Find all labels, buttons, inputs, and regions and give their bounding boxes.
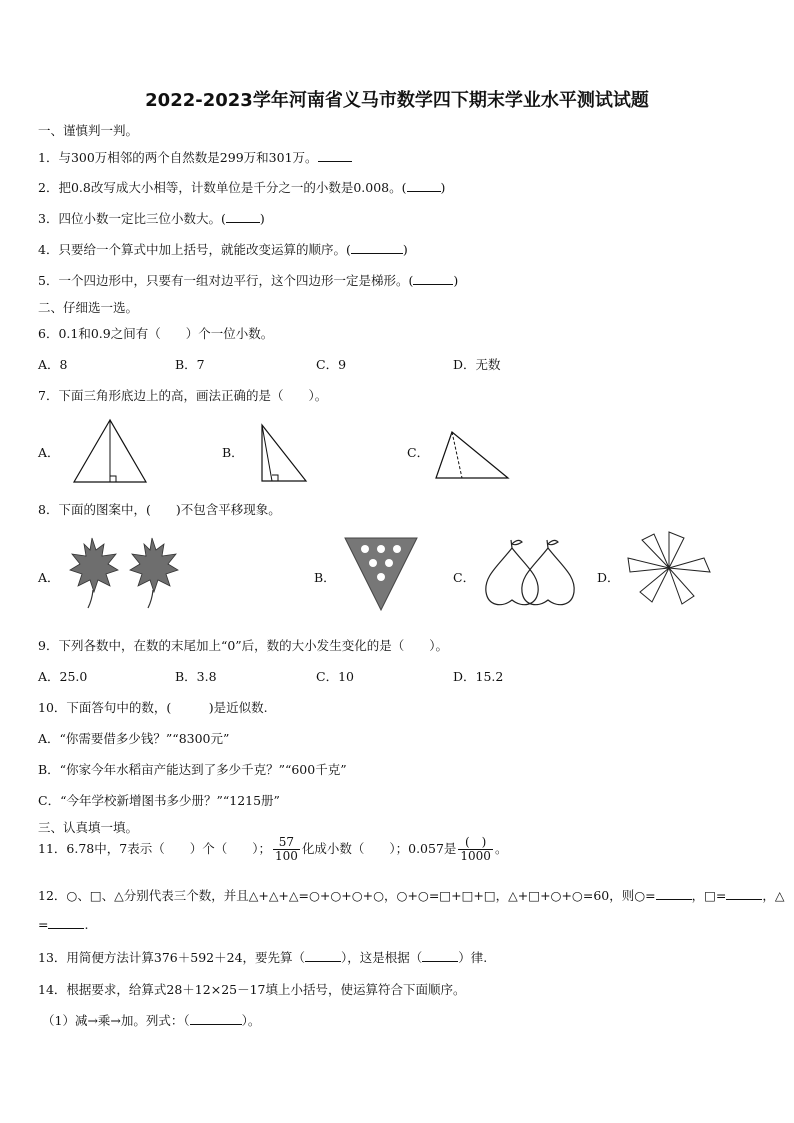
question-12-continued: = . (38, 917, 89, 932)
q9-option-b[interactable]: B．3.8 (175, 669, 217, 684)
question-10: 10．下面答句中的数，( )是近似数. (38, 700, 268, 715)
maple-leaves-figure (62, 534, 182, 610)
triangle-figure-a (72, 418, 148, 484)
q8-option-c[interactable]: C． (453, 570, 476, 585)
triangle-figure-c (434, 430, 510, 480)
q7-option-a[interactable]: A． (38, 445, 60, 460)
q6-option-d[interactable]: D．无数 (453, 357, 501, 372)
answer-blank[interactable] (656, 887, 692, 900)
section-heading-2: 二、仔细选一选。 (38, 300, 139, 315)
q10-option-a[interactable]: A．“你需要借多少钱？”“8300元” (38, 731, 230, 746)
q6-option-a[interactable]: A．8 (38, 357, 68, 372)
question-14: 14．根据要求，给算式28＋12×25－17填上小括号，使运算符合下面顺序。 (38, 982, 466, 997)
question-5: 5．一个四边形中，只要有一组对边平行，这个四边形一定是梯形。( ) (38, 273, 459, 288)
answer-blank[interactable] (413, 272, 453, 285)
answer-blank[interactable] (422, 949, 458, 962)
fraction-57-100: $\frac{57}{100}$ (274, 835, 298, 864)
question-4: 4．只要给一个算式中加上括号，就能改变运算的顺序。( ) (38, 242, 408, 257)
question-9: 9．下列各数中，在数的末尾加上“0”后，数的大小发生变化的是（ ）。 (38, 638, 448, 653)
q10-option-b[interactable]: B．“你家今年水稻亩产能达到了多少千克？”“600千克” (38, 762, 347, 777)
question-6: 6．0.1和0.9之间有（ ）个一位小数。 (38, 326, 274, 341)
question-12: 12．○、□、△分别代表三个数，并且△+△+△=○+○+○+○，○+○=□+□+□，△+□+○+○=60，则○= ，□= ，△ (38, 888, 785, 903)
answer-blank[interactable] (305, 949, 341, 962)
answer-blank[interactable] (190, 1012, 242, 1025)
q8-option-d[interactable]: D． (597, 570, 620, 585)
question-7: 7．下面三角形底边上的高，画法正确的是（ ）。 (38, 388, 328, 403)
question-2: 2．把0.8改写成大小相等，计数单位是千分之一的小数是0.008。( ) (38, 180, 446, 195)
q7-option-b[interactable]: B． (222, 445, 244, 460)
q8-option-a[interactable]: A． (38, 570, 60, 585)
triangle-figure-b (258, 423, 308, 483)
question-1: 1．与300万相邻的两个自然数是299万和301万。 (38, 148, 352, 166)
q9-option-a[interactable]: A．25.0 (38, 669, 88, 684)
q6-option-c[interactable]: C．9 (316, 357, 347, 372)
question-14-part-1: （1）减→乘→加。列式：（ ）。 (42, 1013, 261, 1028)
pears-figure (478, 536, 588, 612)
flower-triangle-figure (343, 536, 419, 612)
question-11: 11．6.78中，7表示（ ）个（ ）； $\frac{57}{100}$ 化成小数（ ）；0.057是 $\frac{( )}{1000}$ 。 (38, 835, 508, 864)
q8-option-b[interactable]: B． (314, 570, 336, 585)
question-13: 13．用简便方法计算376＋592＋24，要先算（ ），这是根据（ ）律. (38, 950, 488, 965)
q7-option-c[interactable]: C． (407, 445, 430, 460)
answer-blank[interactable] (351, 241, 403, 254)
fraction-blank-1000[interactable]: $\frac{( )}{1000}$ (460, 835, 491, 864)
question-8: 8．下面的图案中，( )不包含平移现象。 (38, 502, 281, 517)
q9-option-c[interactable]: C．10 (316, 669, 354, 684)
section-heading-3: 三、认真填一填。 (38, 820, 139, 835)
q10-option-c[interactable]: C．“今年学校新增图书多少册？”“1215册” (38, 793, 280, 808)
answer-blank[interactable] (726, 887, 762, 900)
section-heading-1: 一、谨慎判一判。 (38, 123, 139, 138)
answer-blank[interactable] (407, 179, 441, 192)
page-title: 2022-2023学年河南省义马市数学四下期末学业水平测试试题 (145, 90, 649, 111)
question-3: 3．四位小数一定比三位小数大。( ) (38, 211, 265, 226)
answer-blank[interactable] (48, 916, 84, 929)
q6-option-b[interactable]: B．7 (175, 357, 205, 372)
pinwheel-figure (624, 528, 714, 608)
answer-blank[interactable] (226, 210, 260, 223)
q9-option-d[interactable]: D．15.2 (453, 669, 504, 684)
answer-blank[interactable] (318, 149, 352, 162)
